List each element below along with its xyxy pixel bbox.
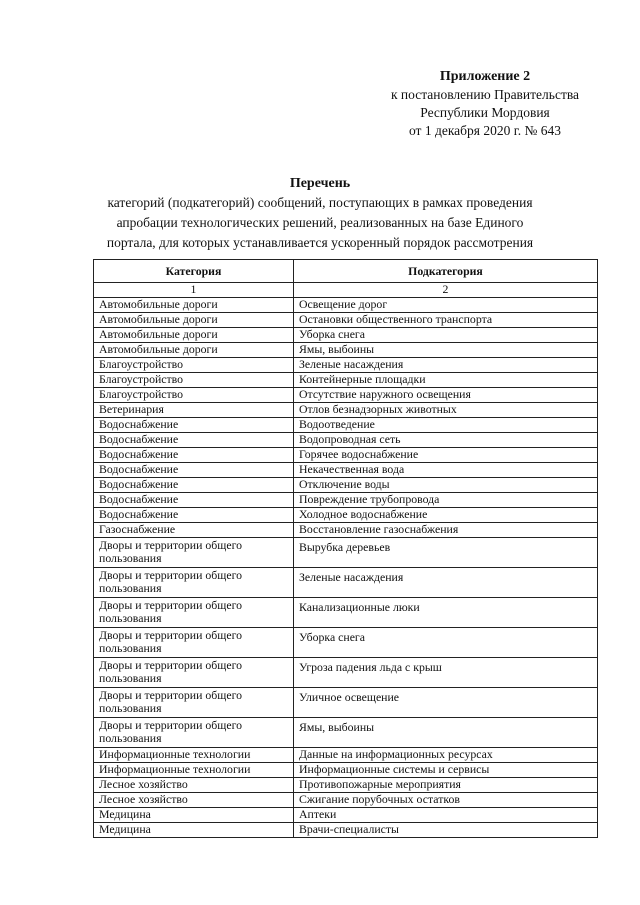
category-cell: Информационные технологии bbox=[94, 748, 294, 763]
category-cell: Информационные технологии bbox=[94, 763, 294, 778]
category-cell: Благоустройство bbox=[94, 388, 294, 403]
subcategory-cell: Зеленые насаждения bbox=[294, 568, 598, 598]
categories-table bbox=[93, 259, 598, 838]
table-row bbox=[94, 628, 598, 658]
category-cell: Дворы и территории общего пользования bbox=[94, 658, 294, 688]
subcategory-cell: Отключение воды bbox=[294, 478, 598, 493]
heading-title: Перечень bbox=[289, 176, 351, 191]
table-row bbox=[94, 388, 598, 403]
table-row bbox=[94, 763, 598, 778]
category-cell: Благоустройство bbox=[94, 358, 294, 373]
subcategory-cell: Врачи-специалисты bbox=[294, 823, 598, 838]
subcategory-cell: Холодное водоснабжение bbox=[294, 508, 598, 523]
category-cell: Автомобильные дороги bbox=[94, 298, 294, 313]
category-cell: Автомобильные дороги bbox=[94, 343, 294, 358]
appendix-title: Приложение 2 bbox=[439, 69, 531, 84]
category-cell: Водоснабжение bbox=[94, 478, 294, 493]
category-cell: Дворы и территории общего пользования bbox=[94, 628, 294, 658]
category-cell: Водоснабжение bbox=[94, 433, 294, 448]
table-row bbox=[94, 598, 598, 628]
subcategory-cell: Отсутствие наружного освещения bbox=[294, 388, 598, 403]
table-row bbox=[94, 433, 598, 448]
subcategory-cell: Восстановление газоснабжения bbox=[294, 523, 598, 538]
subcategory-cell: Ямы, выбоины bbox=[294, 718, 598, 748]
category-cell: Дворы и территории общего пользования bbox=[94, 538, 294, 568]
category-cell: Водоснабжение bbox=[94, 508, 294, 523]
table-row bbox=[94, 718, 598, 748]
heading-line-2: апробации технологических решений, реализованных на базе Единого bbox=[116, 215, 524, 230]
subcategory-cell: Остановки общественного транспорта bbox=[294, 313, 598, 328]
subcategory-cell: Некачественная вода bbox=[294, 463, 598, 478]
subcategory-cell: Водопроводная сеть bbox=[294, 433, 598, 448]
subcategory-cell: Данные на информационных ресурсах bbox=[294, 748, 598, 763]
appendix-line-1: к постановлению Правительства bbox=[390, 87, 580, 102]
appendix-line-2: Республики Мордовия bbox=[420, 105, 550, 120]
table-row bbox=[94, 373, 598, 388]
table-row bbox=[94, 328, 598, 343]
table-row bbox=[94, 298, 598, 313]
subcategory-cell: Водоотведение bbox=[294, 418, 598, 433]
table-row bbox=[94, 823, 598, 838]
subcategory-cell: Повреждение трубопровода bbox=[294, 493, 598, 508]
table-row bbox=[94, 343, 598, 358]
column-number-2: 2 bbox=[294, 283, 598, 298]
subcategory-cell: Уличное освещение bbox=[294, 688, 598, 718]
table-row bbox=[94, 478, 598, 493]
subcategory-cell: Противопожарные мероприятия bbox=[294, 778, 598, 793]
category-cell: Медицина bbox=[94, 823, 294, 838]
category-cell: Дворы и территории общего пользования bbox=[94, 718, 294, 748]
category-cell: Автомобильные дороги bbox=[94, 313, 294, 328]
table-row bbox=[94, 493, 598, 508]
subcategory-cell: Канализационные люки bbox=[294, 598, 598, 628]
appendix-block bbox=[360, 68, 610, 140]
table-row bbox=[94, 793, 598, 808]
subcategory-cell: Уборка снега bbox=[294, 328, 598, 343]
subcategory-cell: Аптеки bbox=[294, 808, 598, 823]
category-cell: Медицина bbox=[94, 808, 294, 823]
table-row bbox=[94, 313, 598, 328]
column-number-1: 1 bbox=[94, 283, 294, 298]
category-cell: Водоснабжение bbox=[94, 448, 294, 463]
table-row bbox=[94, 448, 598, 463]
category-cell: Водоснабжение bbox=[94, 463, 294, 478]
table-row bbox=[94, 658, 598, 688]
table-row bbox=[94, 538, 598, 568]
category-cell: Благоустройство bbox=[94, 373, 294, 388]
table-header-row bbox=[94, 260, 598, 283]
header-category: Категория bbox=[94, 260, 294, 283]
subcategory-cell: Угроза падения льда с крыш bbox=[294, 658, 598, 688]
appendix-line-3: от 1 декабря 2020 г. № 643 bbox=[408, 123, 562, 138]
category-cell: Автомобильные дороги bbox=[94, 328, 294, 343]
header-subcategory: Подкатегория bbox=[294, 260, 598, 283]
category-cell: Дворы и территории общего пользования bbox=[94, 598, 294, 628]
category-cell: Лесное хозяйство bbox=[94, 778, 294, 793]
subcategory-cell: Горячее водоснабжение bbox=[294, 448, 598, 463]
table-body bbox=[94, 298, 598, 838]
table-row bbox=[94, 523, 598, 538]
table-row bbox=[94, 568, 598, 598]
category-cell: Ветеринария bbox=[94, 403, 294, 418]
category-cell: Дворы и территории общего пользования bbox=[94, 568, 294, 598]
subcategory-cell: Ямы, выбоины bbox=[294, 343, 598, 358]
table-row bbox=[94, 508, 598, 523]
subcategory-cell: Информационные системы и сервисы bbox=[294, 763, 598, 778]
subcategory-cell: Уборка снега bbox=[294, 628, 598, 658]
table-row bbox=[94, 778, 598, 793]
heading-line-1: категорий (подкатегорий) сообщений, поступающих в рамках проведения bbox=[107, 195, 533, 210]
category-cell: Водоснабжение bbox=[94, 493, 294, 508]
subcategory-cell: Отлов безнадзорных животных bbox=[294, 403, 598, 418]
subcategory-cell: Сжигание порубочных остатков bbox=[294, 793, 598, 808]
category-cell: Газоснабжение bbox=[94, 523, 294, 538]
category-cell: Дворы и территории общего пользования bbox=[94, 688, 294, 718]
category-cell: Лесное хозяйство bbox=[94, 793, 294, 808]
table-row bbox=[94, 808, 598, 823]
table-row bbox=[94, 463, 598, 478]
table-row bbox=[94, 418, 598, 433]
category-cell: Водоснабжение bbox=[94, 418, 294, 433]
subcategory-cell: Зеленые насаждения bbox=[294, 358, 598, 373]
column-number-row bbox=[94, 283, 598, 298]
subcategory-cell: Контейнерные площадки bbox=[294, 373, 598, 388]
table-row bbox=[94, 403, 598, 418]
table-row bbox=[94, 748, 598, 763]
document-heading bbox=[80, 175, 560, 253]
table-row bbox=[94, 358, 598, 373]
heading-line-3: портала, для которых устанавливается ускоренный порядок рассмотрения bbox=[106, 235, 534, 250]
subcategory-cell: Вырубка деревьев bbox=[294, 538, 598, 568]
subcategory-cell: Освещение дорог bbox=[294, 298, 598, 313]
table-row bbox=[94, 688, 598, 718]
